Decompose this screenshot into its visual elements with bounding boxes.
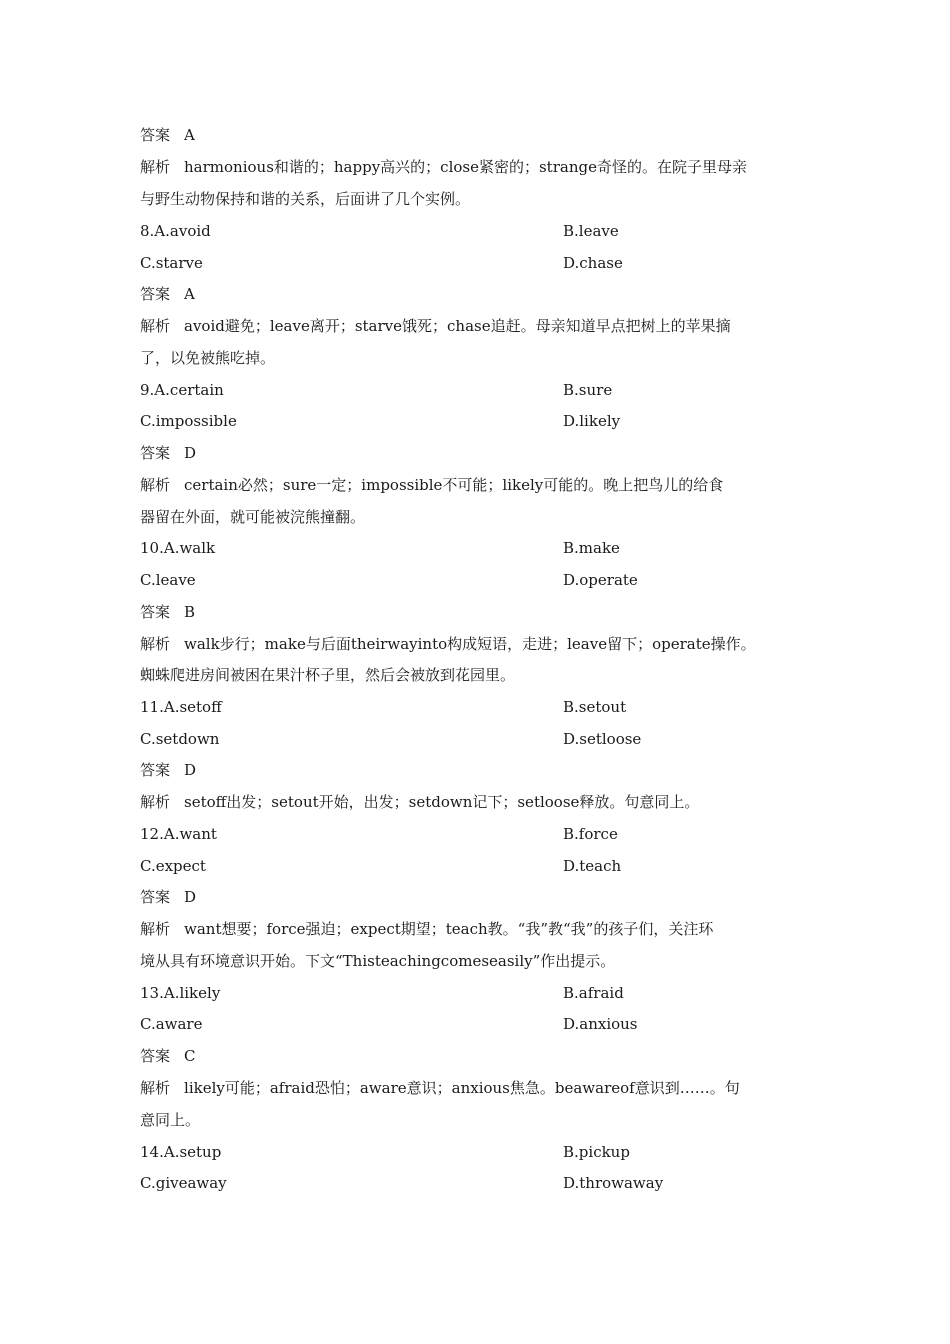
options-row [140, 1008, 820, 1040]
explanation-continuation [140, 342, 820, 374]
explanation-label: 解析 [140, 635, 171, 653]
option-d: D.likely [563, 412, 621, 430]
options-row [140, 405, 820, 437]
options-row [140, 818, 820, 850]
option-a: 12.A.want [140, 825, 217, 843]
option-b: B.force [563, 825, 618, 843]
explanation-label: 解析 [140, 920, 171, 938]
answer-value: A [184, 126, 195, 144]
explanation-label: 解析 [140, 476, 171, 494]
answer-value: D [184, 761, 197, 779]
explanation-text: 器留在外面，就可能被浣熊撞翻。 [140, 508, 366, 526]
explanation-line [140, 628, 820, 660]
option-d: D.setloose [563, 730, 642, 748]
explanation-line [140, 1072, 820, 1104]
explanation-text: harmonious和谐的；happy高兴的；close紧密的；strange奇怪的。在院子里母亲 [184, 158, 747, 176]
option-a: 11.A.setoff [140, 698, 222, 716]
answer-label: 答案 [140, 285, 171, 303]
option-c: C.impossible [140, 412, 237, 430]
option-c: C.starve [140, 254, 203, 272]
explanation-label: 解析 [140, 317, 171, 335]
option-c: C.giveaway [140, 1174, 227, 1192]
explanation-continuation [140, 183, 820, 215]
option-b: B.setout [563, 698, 627, 716]
option-b: B.sure [563, 381, 613, 399]
answer-label: 答案 [140, 603, 171, 621]
option-b: B.make [563, 539, 620, 557]
option-a: 8.A.avoid [140, 222, 211, 240]
explanation-label: 解析 [140, 1079, 171, 1097]
answer-value: D [184, 888, 197, 906]
explanation-label: 解析 [140, 793, 171, 811]
explanation-text: 蜘蛛爬进房间被困在果汁杯子里，然后会被放到花园里。 [140, 666, 516, 684]
explanation-text: walk步行；make与后面theirwayinto构成短语，走进；leave留下；operate操作。 [184, 635, 756, 653]
answer-label: 答案 [140, 888, 171, 906]
explanation-continuation [140, 659, 820, 691]
option-c: C.setdown [140, 730, 220, 748]
answer-label: 答案 [140, 444, 171, 462]
explanation-text: certain必然；sure一定；impossible不可能；likely可能的。晚上把鸟儿的给食 [184, 476, 724, 494]
answer-value: C [184, 1047, 196, 1065]
option-d: D.teach [563, 857, 622, 875]
explanation-text: 意同上。 [140, 1111, 201, 1129]
explanation-label: 解析 [140, 158, 171, 176]
options-row [140, 564, 820, 596]
answer-line [140, 596, 820, 628]
option-a: 13.A.likely [140, 984, 221, 1002]
explanation-continuation [140, 945, 820, 977]
answer-line [140, 119, 820, 151]
option-a: 14.A.setup [140, 1143, 222, 1161]
explanation-text: likely可能；afraid恐怕；aware意识；anxious焦急。beawareof意识到……。句 [184, 1079, 740, 1097]
options-row [140, 850, 820, 882]
option-c: C.expect [140, 857, 206, 875]
explanation-text: 了，以免被熊吃掉。 [140, 349, 276, 367]
option-b: B.leave [563, 222, 619, 240]
answer-label: 答案 [140, 761, 171, 779]
option-a: 9.A.certain [140, 381, 224, 399]
option-d: D.chase [563, 254, 623, 272]
explanation-text: avoid避免；leave离开；starve饿死；chase追赶。母亲知道早点把树上的苹果摘 [184, 317, 731, 335]
option-c: C.leave [140, 571, 196, 589]
options-row [140, 723, 820, 755]
answer-value: A [184, 285, 195, 303]
option-c: C.aware [140, 1015, 203, 1033]
answer-label: 答案 [140, 126, 171, 144]
explanation-line [140, 469, 820, 501]
explanation-line [140, 913, 820, 945]
answer-label: 答案 [140, 1047, 171, 1065]
explanation-text: setoff出发；setout开始，出发；setdown记下；setloose释放。句意同上。 [184, 793, 700, 811]
answer-line [140, 278, 820, 310]
options-row [140, 374, 820, 406]
options-row [140, 691, 820, 723]
answer-value: D [184, 444, 197, 462]
explanation-text: want想要；force强迫；expect期望；teach教。“我”教“我”的孩子们，关注环 [184, 920, 714, 938]
option-b: B.afraid [563, 984, 624, 1002]
options-row [140, 247, 820, 279]
options-row [140, 977, 820, 1009]
explanation-text: 境从具有环境意识开始。下文“Thisteachingcomeseasily”作出提示。 [140, 952, 616, 970]
explanation-line [140, 786, 820, 818]
option-b: B.pickup [563, 1143, 630, 1161]
option-d: D.anxious [563, 1015, 638, 1033]
option-a: 10.A.walk [140, 539, 216, 557]
options-row [140, 1167, 820, 1199]
option-d: D.throwaway [563, 1174, 664, 1192]
explanation-line [140, 151, 820, 183]
option-d: D.operate [563, 571, 638, 589]
answer-line [140, 437, 820, 469]
answer-line [140, 1040, 820, 1072]
explanation-continuation [140, 501, 820, 533]
options-row [140, 1136, 820, 1168]
answer-line [140, 881, 820, 913]
options-row [140, 532, 820, 564]
answer-line [140, 754, 820, 786]
answer-value: B [184, 603, 196, 621]
explanation-text: 与野生动物保持和谐的关系，后面讲了几个实例。 [140, 190, 471, 208]
explanation-continuation [140, 1104, 820, 1136]
options-row [140, 215, 820, 247]
explanation-line [140, 310, 820, 342]
